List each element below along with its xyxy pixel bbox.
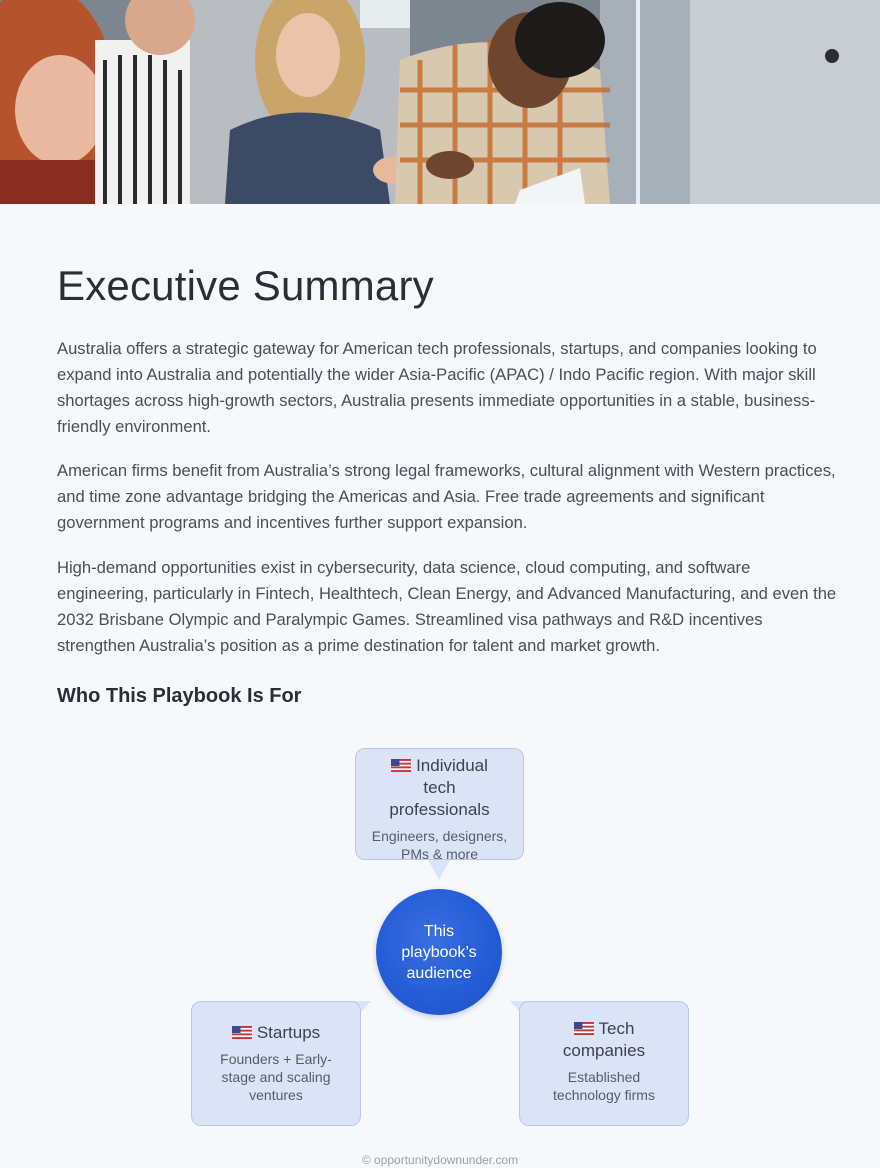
document-body xyxy=(0,204,880,1168)
paragraph-intro: Australia offers a strategic gateway for American tech professionals, startups, and companies looking to expand into Australia and potentially the wider Asia-Pacific (APAC) / Indo Pacific region. With major skill shortages across high-growth sectors, Australia presents immediate opportunities in a stable, business-friendly environment. xyxy=(57,339,817,436)
paragraph-benefits: American firms benefit from Australia’s strong legal frameworks, cultural alignment with Western practices, and time zone advantage bridging the Americas and Asia. Free trade agreements and significant government programs and incentives further support expansion. xyxy=(57,461,836,532)
card-subtitle: Founders + Early- stage and scaling ventures xyxy=(220,1051,332,1103)
hero-photo xyxy=(0,0,880,204)
footer-source: © opportunitydownunder.com xyxy=(361,1153,519,1167)
audience-center-circle: This playbook’s audience xyxy=(376,889,502,1015)
us-flag-icon xyxy=(391,759,411,772)
us-flag-icon xyxy=(574,1022,594,1035)
audience-card-companies xyxy=(519,1001,689,1126)
audience-card-professionals xyxy=(355,748,524,860)
team-photo-illustration xyxy=(0,0,880,204)
card-subtitle: Engineers, designers, PMs & more xyxy=(371,828,508,862)
card-pointer xyxy=(428,860,450,880)
card-subtitle: Established technology firms xyxy=(553,1069,655,1103)
paragraph-opportunities: High-demand opportunities exist in cybersecurity, data science, cloud computing, and software engineering, particularly in Fintech, Healthtech, Clean Energy, and Advanced Manufacturing, and even the 2032 Brisbane Olympic and Paralympic Games. Streamlined visa pathways and R&D incentives strengthen Australia’s position as a prime destination for talent and market growth. xyxy=(57,558,837,655)
us-flag-icon xyxy=(232,1026,252,1039)
section-heading: Who This Playbook Is For xyxy=(57,685,302,707)
audience-card-startups xyxy=(191,1001,361,1126)
card-title: Tech companies xyxy=(562,1019,646,1060)
card-title: Individual tech professionals xyxy=(389,756,490,819)
card-title: Startups xyxy=(192,1022,360,1044)
page-title: Executive Summary xyxy=(57,262,434,309)
